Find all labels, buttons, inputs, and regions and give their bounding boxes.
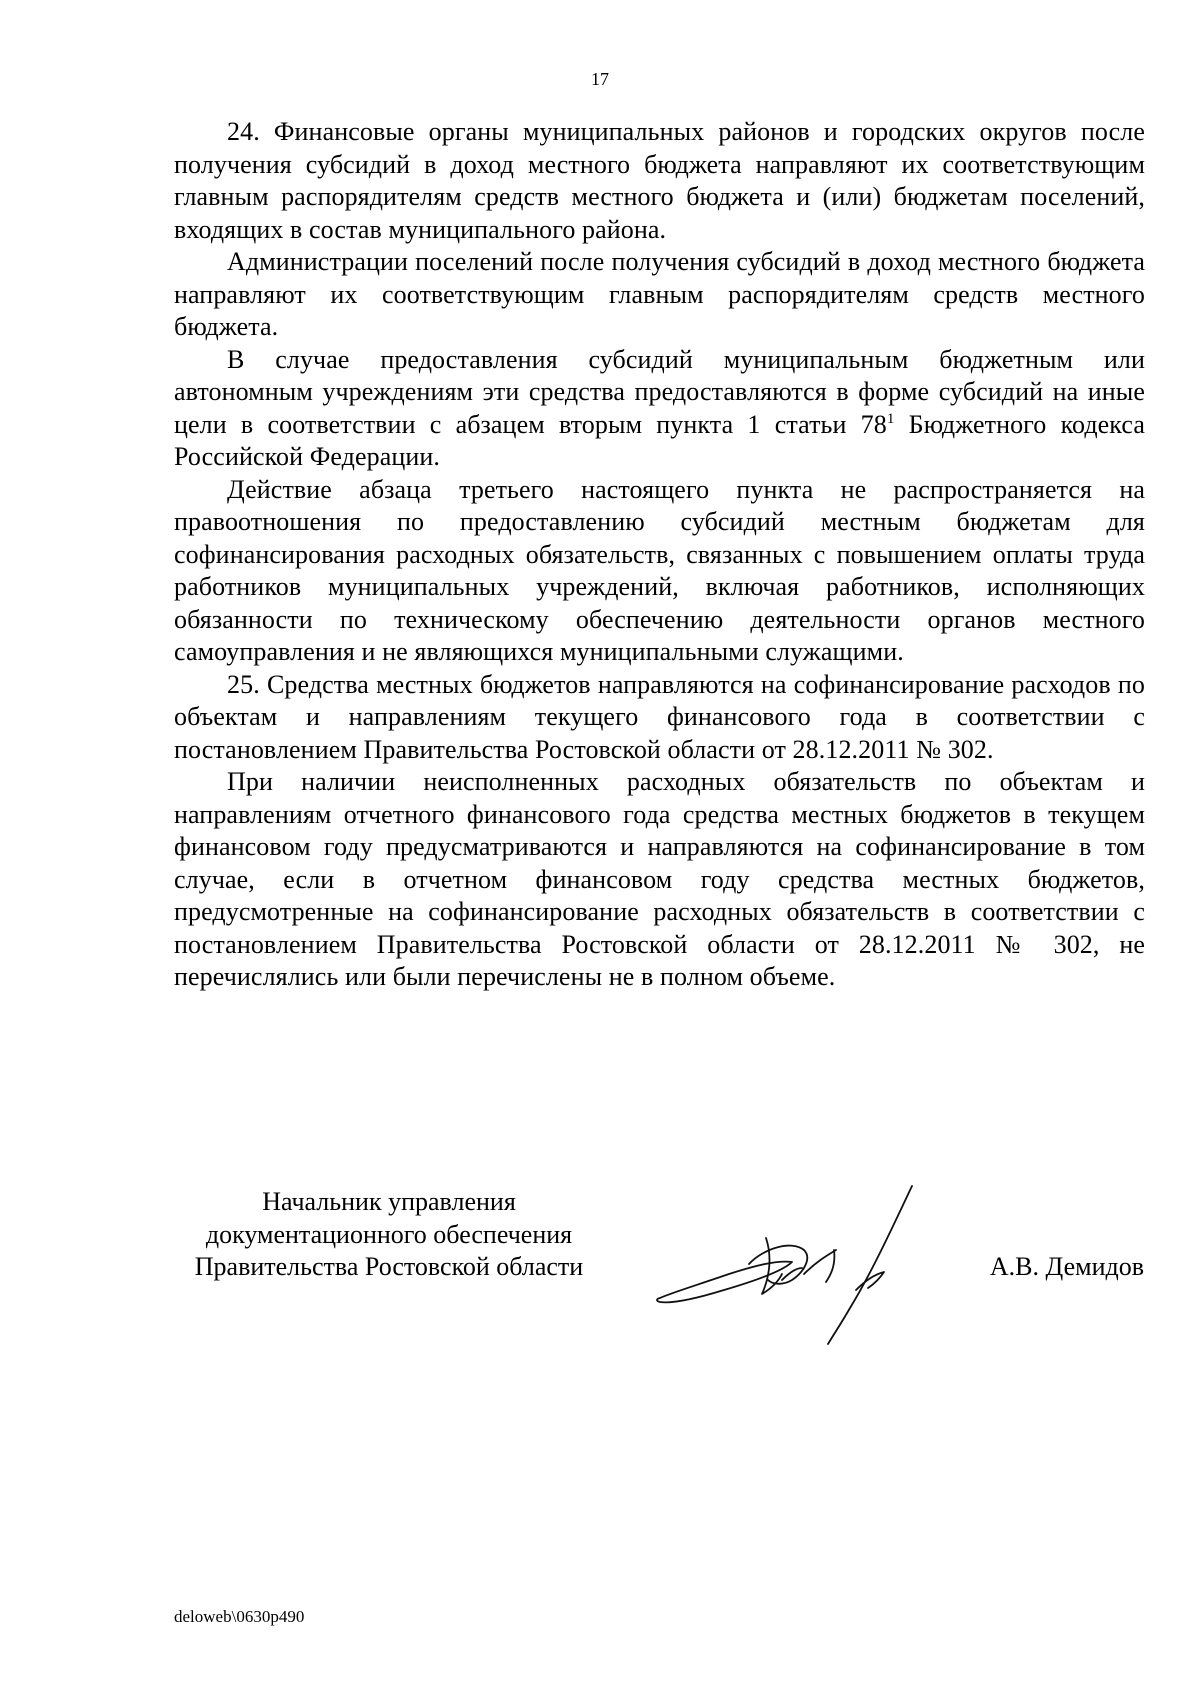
signer-name: А.В. Демидов: [989, 1252, 1144, 1281]
signer-position-line: Начальник управления: [262, 1187, 516, 1216]
paragraph-25: 25. Средства местных бюджетов направляются на софинансирование расходов по объектам и направлениям текущего финансового года в соответствии с постановлением Правительства Ростовской области от 28.12.2011 № 302.: [174, 669, 1145, 764]
handwritten-signature: [654, 1176, 934, 1356]
paragraph-24: 24. Финансовые органы муниципальных районов и городских округов после получения субсидий в доход местного бюджета направляют их соответствующим главным распорядителям средств местного бюджета и (или) бюджетам поселений, входящих в состав муниципального района.: [174, 117, 1145, 244]
paragraph-institutions-tail: Бюджетного кодекса Российской Федерации.: [174, 409, 1145, 471]
signature-block: [174, 1186, 1144, 1356]
article-superscript: 1: [886, 410, 895, 427]
document-code: deloweb\0630p490: [174, 1607, 305, 1626]
paragraph-institutions: [174, 344, 1145, 474]
signer-position: [174, 1186, 604, 1284]
document-body: [174, 116, 1145, 994]
paragraph-institutions-text: В случае предоставления субсидий муниципальным бюджетным или автономным учреждениям эти средства предоставляются в форме субсидий на иные цели в соответствии с абзацем вторым пункта 1 статьи 78: [174, 344, 1145, 439]
paragraph-exception: Действие абзаца третьего настоящего пункта не распространяется на правоотношения по предоставлению субсидий местным бюджетам для софинансирования расходных обязательств, связанных с повышением оплаты труда работников муниципальных учреждений, включая работников, исполняющих обязанности по техническому обеспечению деятельности органов местного самоуправления и не являющихся муниципальными служащими.: [174, 474, 1145, 666]
paragraph-settlements: Администрации поселений после получения субсидий в доход местного бюджета направляют их соответствующим главным распорядителям средств местного бюджета.: [174, 247, 1145, 341]
signer-position-line: Правительства Ростовской области: [194, 1252, 584, 1281]
paragraph-outstanding: При наличии неисполненных расходных обязательств по объектам и направлениям отчетного финансового года средства местных бюджетов в текущем финансовом году предусматриваются и направляются на софинансирование в том случае, если в отчетном финансовом году средства местных бюджетов, предусмотренные на софинансирование расходных обязательств в соответствии с постановлением Правительства Ростовской области от 28.12.2011 № 302, не перечислялись или были перечислены не в полном объеме.: [174, 767, 1145, 991]
page-number: 17: [591, 69, 609, 89]
signer-position-line: документационного обеспечения: [205, 1219, 573, 1249]
